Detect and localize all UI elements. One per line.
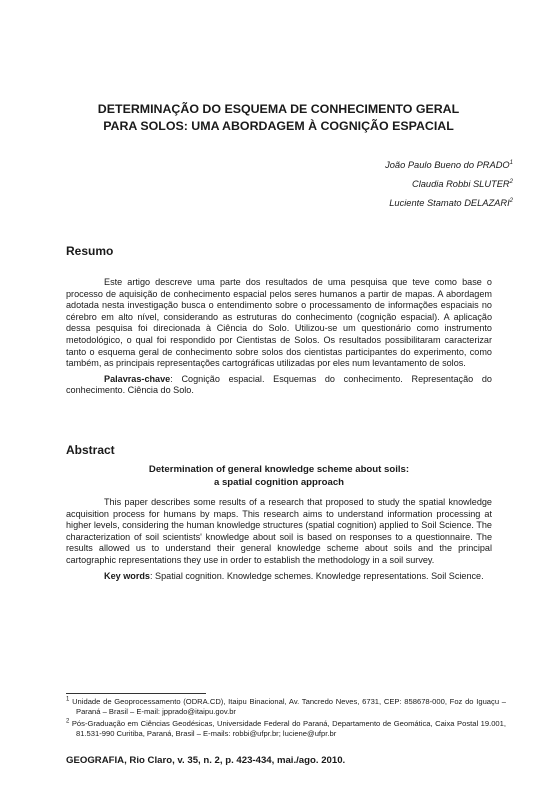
- footnote-mark: 1: [66, 696, 70, 703]
- journal-footer: GEOGRAFIA, Rio Claro, v. 35, n. 2, p. 423-434, mai./ago. 2010.: [66, 755, 346, 766]
- abstract-subtitle: [66, 463, 492, 489]
- keywords-label: Palavras-chave: [104, 373, 171, 384]
- resumo-paragraph: Este artigo descreve uma parte dos resultados de uma pesquisa que teve como base o processo de aquisição de conhecimento espacial pelos seres humanos a partir de mapas. A abordagem adotada nesta investigação busca o entendimento sobre o processamento de informações espaciais no cérebro em alto nível, considerando as estruturas do conhecimento (cognição espacial). A aplicação dessa pesquisa foi direcionada à Ciência do Solo. Utilizou-se um questionário como instrumento metodológico, o qual foi respondido por Cientistas de Solos. Os resultados possibilitaram caracterizar tanto o esquema geral de conhecimento sobre solos dos cientistas participantes do experimento, como também, as principais representações cartográficas utilizadas por eles num levantamento de solos.: [66, 277, 492, 369]
- footnote-1: [66, 697, 506, 717]
- footnote-divider: [66, 693, 206, 694]
- abstract-keywords: [66, 571, 492, 583]
- paper-title: [40, 101, 517, 135]
- author-affil-mark: 2: [509, 178, 513, 185]
- resumo-section: [66, 277, 492, 397]
- abstract-paragraph: This paper describes some results of a research that proposed to study the spatial knowledge acquisition process for humans by maps. This research aims to understand information processing at higher levels, considering the human knowledge structures (spatial cognition) applied to Soil Science. The characterization of soil scientists' knowledge about soil is based on responses to a questionnaire. The results allowed us to understand their general knowledge scheme about soils and the principal cartographic representations they use in order to establish the methodology in a soil survey.: [66, 497, 492, 565]
- author-list: [385, 156, 513, 213]
- abstract-subtitle-line-1: Determination of general knowledge scheme about soils:: [148, 464, 410, 475]
- abstract-subtitle-line-2: a spatial cognition approach: [213, 477, 345, 488]
- author-2: [385, 175, 513, 194]
- resumo-keywords: [66, 374, 492, 397]
- footnote-mark: 2: [66, 718, 70, 725]
- keywords-text: : Spatial cognition. Knowledge schemes. Knowledge representations. Soil Science.: [150, 570, 484, 581]
- keywords-label: Key words: [104, 570, 150, 581]
- footnote-text: Pós-Graduação em Ciências Geodésicas, Universidade Federal do Paraná, Departamento de Geomática, Caixa Postal 19.001, 81.531-990 Curitiba, Paraná, Brasil – E-mails: robbi@ufpr.br; luciene@ufpr.br: [71, 719, 506, 739]
- author-name: Luciente Stamato DELAZARI: [389, 198, 510, 208]
- resumo-heading: Resumo: [66, 244, 114, 258]
- author-name: Claudia Robbi SLUTER: [411, 179, 510, 189]
- footnote-text: Unidade de Geoprocessamento (ODRA.CD), Itaipu Binacional, Av. Tancredo Neves, 6731, CEP: 858678-000, Foz do Iguaçu – Paraná – Brasil – E-mail: jpprado@itaipu.gov.br: [72, 697, 506, 717]
- abstract-heading: Abstract: [66, 443, 115, 457]
- keywords-text: : Cognição espacial. Esquemas do conhecimento. Representação do conhecimento. Ciência do Solo.: [66, 373, 492, 396]
- author-affil-mark: 2: [509, 197, 513, 204]
- author-affil-mark: 1: [509, 159, 513, 166]
- title-line-1: DETERMINAÇÃO DO ESQUEMA DE CONHECIMENTO GERAL: [97, 102, 460, 116]
- author-3: [385, 194, 513, 213]
- author-1: [385, 156, 513, 175]
- title-line-2: PARA SOLOS: UMA ABORDAGEM À COGNIÇÃO ESPACIAL: [103, 119, 454, 133]
- footnote-2: [66, 719, 506, 739]
- author-name: João Paulo Bueno do PRADO: [385, 160, 510, 170]
- abstract-section: [66, 497, 492, 582]
